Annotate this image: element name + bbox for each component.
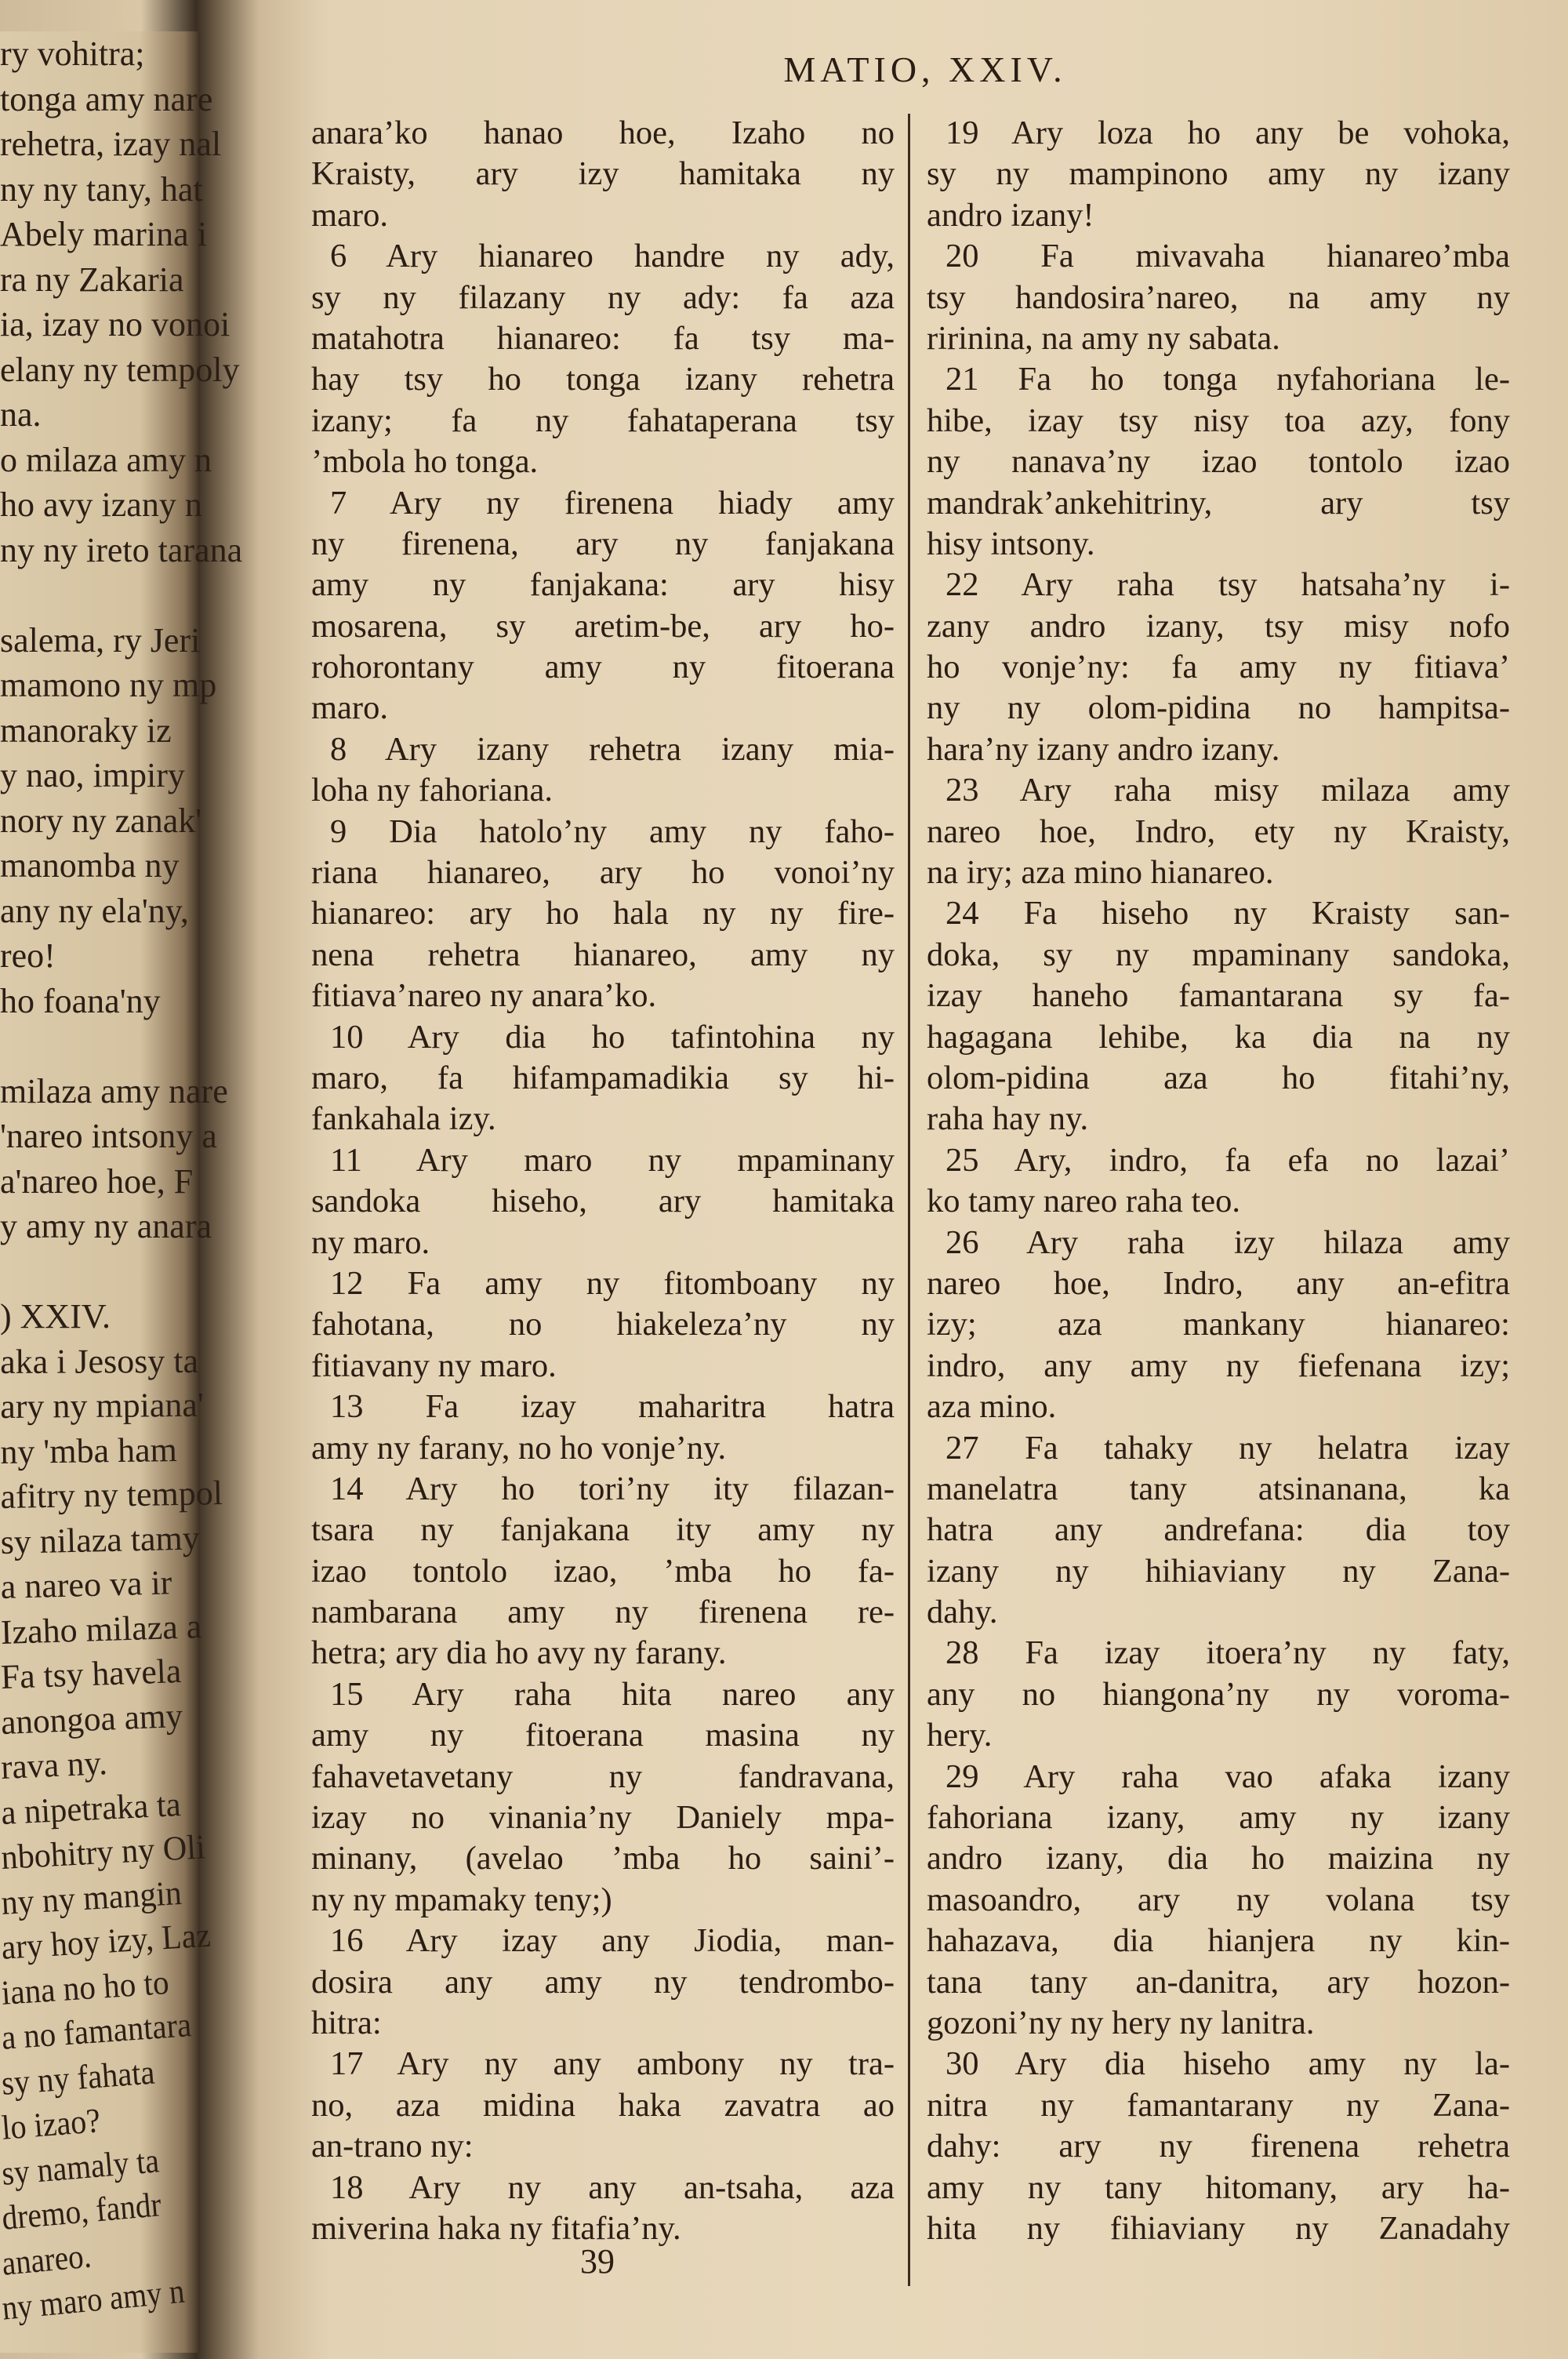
text-line: izao tontolo izao, ’mba ho fa- — [311, 1552, 895, 1590]
text-line: 29 Ary raha vao afaka izany — [946, 1757, 1510, 1795]
text-column-right — [927, 113, 1510, 2249]
text-line: ko tamy nareo raha teo. — [927, 1183, 1241, 1220]
text-line: andro izany, dia ho maizina ny — [927, 1840, 1510, 1877]
text-line: hagagana lehibe, ka dia na ny — [927, 1018, 1510, 1056]
text-line: hianareo: ary ho hala ny ny fire- — [311, 895, 895, 932]
facing-page-line: ny maro amy n — [0, 2271, 187, 2328]
text-line: hita ny fihiaviany ny Zanadahy — [927, 2209, 1510, 2247]
text-line: hitra: — [311, 2004, 382, 2041]
facing-page-line: anongoa amy — [0, 1696, 183, 1742]
text-line: 18 Ary ny any an-tsaha, aza — [330, 2168, 895, 2206]
text-line: 22 Ary raha tsy hatsaha’ny i- — [946, 566, 1510, 604]
text-line: fitiava’nareo ny anara’ko. — [311, 977, 657, 1015]
facing-page-line: elany ny tempoly — [0, 350, 240, 389]
text-line: hatra any andrefana: dia toy — [927, 1511, 1510, 1549]
text-line: 14 Ary ho tori’ny ity filazan- — [330, 1470, 895, 1507]
text-line: ny ny mpamaky teny;) — [311, 1881, 612, 1918]
text-line: izay haneho famantarana sy fa- — [927, 977, 1510, 1015]
facing-page-line: manoraky iz — [0, 711, 172, 750]
text-line: dahy. — [927, 1594, 998, 1631]
text-line: matahotra hianareo: fa tsy ma- — [311, 319, 895, 357]
text-line: manelatra tany atsinanana, ka — [927, 1470, 1510, 1507]
text-line: miverina haka ny fitafia’ny. — [311, 2209, 681, 2247]
text-line: 28 Fa izay itoera’ny ny faty, — [946, 1634, 1510, 1672]
text-line: nareo hoe, Indro, ety ny Kraisty, — [927, 812, 1510, 850]
text-line: 6 Ary hianareo handre ny ady, — [330, 238, 895, 275]
facing-page-line: salema, ry Jeri — [0, 620, 201, 660]
text-line: fahotana, no hiakeleza’ny ny — [311, 1306, 895, 1343]
facing-page-line: sy nilaza tamy — [0, 1518, 201, 1561]
text-line: masoandro, ary ny volana tsy — [927, 1881, 1510, 1918]
text-line: hahazava, dia hianjera ny kin- — [927, 1922, 1510, 1960]
text-line: ’mbola ho tonga. — [311, 443, 539, 481]
text-line: 13 Fa izay maharitra hatra — [330, 1388, 895, 1426]
text-column-middle — [311, 113, 895, 2249]
text-line: maro. — [311, 689, 388, 727]
text-line: amy ny fanjakana: ary hisy — [311, 566, 895, 604]
facing-page-line: nbohitry ny Oli — [0, 1827, 206, 1877]
facing-page-line: ho foana'ny — [0, 981, 161, 1020]
text-line: hay tsy ho tonga izany rehetra — [311, 361, 895, 398]
facing-page-line: dremo, fandr — [0, 2185, 163, 2237]
facing-page-line: nory ny zanak' — [0, 801, 202, 840]
text-line: mosarena, sy aretim-be, ary ho- — [311, 607, 895, 645]
facing-page-line: tonga amy nare — [0, 79, 213, 118]
text-line: izy; aza mankany hianareo: — [927, 1306, 1510, 1343]
text-line: any no hiangona’ny ny voroma- — [927, 1675, 1510, 1713]
text-line: gozoni’ny ny hery ny lanitra. — [927, 2004, 1315, 2041]
page-header: MATIO, XXIV. — [783, 49, 1067, 89]
facing-page-line: y nao, impiry — [0, 756, 185, 794]
facing-page-line: milaza amy nare — [0, 1071, 228, 1110]
text-line: dahy: ary ny firenena rehetra — [927, 2128, 1510, 2165]
text-line: 9 Dia hatolo’ny amy ny faho- — [330, 812, 895, 850]
text-line: doka, sy ny mpaminany sandoka, — [927, 936, 1510, 973]
facing-page-line: ny ny tany, hat — [0, 169, 203, 209]
facing-page-line: ) XXIV. — [0, 1297, 111, 1336]
facing-page-line: ary ny mpiana' — [0, 1385, 205, 1426]
text-line: 30 Ary dia hiseho amy ny la- — [946, 2045, 1510, 2083]
text-line: tsara ny fanjakana ity amy ny — [311, 1511, 895, 1549]
text-line: na iry; aza mino hianareo. — [927, 854, 1274, 892]
text-line: maro. — [311, 196, 388, 234]
text-line: hisy intsony. — [927, 525, 1095, 562]
text-line: 7 Ary ny firenena hiady amy — [330, 484, 895, 522]
text-line: 17 Ary ny any ambony ny tra- — [330, 2045, 895, 2083]
text-line: izany; fa ny fahataperana tsy — [311, 402, 895, 439]
facing-page-line: afitry ny tempol — [0, 1474, 223, 1516]
text-line: andro izany! — [927, 196, 1094, 234]
facing-page-line: lo izao? — [0, 2101, 102, 2147]
text-line: olom-pidina aza ho fitahi’ny, — [927, 1059, 1510, 1096]
text-line: aza mino. — [927, 1388, 1057, 1426]
text-line: amy ny tany hitomany, ary ha- — [927, 2168, 1510, 2206]
text-line: 20 Fa mivavaha hianareo’mba — [946, 238, 1510, 275]
text-line: ny nanava’ny izao tontolo izao — [927, 443, 1510, 481]
facing-page-line: 'nareo intsony a — [0, 1117, 217, 1155]
text-line: 26 Ary raha izy hilaza amy — [946, 1223, 1510, 1261]
facing-page-line: manomba ny — [0, 846, 180, 885]
facing-page-line: iana no ho to — [0, 1962, 170, 2012]
text-line: maro, fa hifampamadikia sy hi- — [311, 1059, 895, 1096]
text-line: 8 Ary izany rehetra izany mia- — [330, 730, 895, 768]
facing-page-line: na. — [0, 395, 42, 434]
facing-page-line: Fa tsy havela — [0, 1651, 183, 1696]
text-line: hery. — [927, 1717, 993, 1754]
column-divider — [908, 114, 910, 2286]
text-line: minany, (avelao ’mba ho saini’- — [311, 1840, 895, 1877]
text-line: tana tany an-danitra, ary hozon- — [927, 1963, 1510, 2001]
text-line: nitra ny famantarany ny Zana- — [927, 2086, 1510, 2124]
text-line: 23 Ary raha misy milaza amy — [946, 772, 1510, 809]
text-line: 21 Fa ho tonga nyfahoriana le- — [946, 361, 1510, 398]
text-line: izany ny hihiaviany ny Zana- — [927, 1552, 1510, 1590]
text-line: fahoriana izany, amy ny izany — [927, 1799, 1510, 1837]
text-line: rohorontany amy ny fitoerana — [311, 649, 895, 686]
text-line: loha ny fahoriana. — [311, 772, 554, 809]
text-line: 11 Ary maro ny mpaminany — [330, 1141, 895, 1179]
page-number: 39 — [580, 2242, 615, 2281]
facing-page-line: ry vohitra; — [0, 35, 145, 73]
facing-page-line: ra ny Zakaria — [0, 260, 184, 299]
facing-page-line: y amy ny anara — [0, 1207, 212, 1245]
facing-page-line: ny ny mangin — [0, 1873, 183, 1922]
facing-page-line: rehetra, izay nal — [0, 125, 222, 163]
text-line: nena rehetra hianareo, amy ny — [311, 936, 895, 973]
text-line: zany andro izany, tsy misy nofo — [927, 607, 1510, 645]
text-line: nambarana amy ny firenena re- — [311, 1594, 895, 1631]
text-line: ny firenena, ary ny fanjakana — [311, 525, 895, 562]
text-line: 25 Ary, indro, fa efa no lazai’ — [946, 1141, 1510, 1179]
text-line: tsy handosira’nareo, na amy ny — [927, 278, 1510, 316]
facing-page-fragment — [0, 31, 243, 2353]
text-line: amy ny fitoerana masina ny — [311, 1717, 895, 1754]
facing-page-line: ary hoy izy, Laz — [0, 1915, 212, 1967]
text-line: indro, any amy ny fiefenana izy; — [927, 1347, 1510, 1384]
text-line: 10 Ary dia ho tafintohina ny — [330, 1018, 895, 1056]
text-line: nareo hoe, Indro, any an-efitra — [927, 1264, 1510, 1302]
text-line: Kraisty, ary izy hamitaka ny — [311, 155, 895, 193]
text-line: 19 Ary loza ho any be vohoka, — [946, 114, 1510, 151]
text-line: hara’ny izany andro izany. — [927, 730, 1280, 768]
facing-page-line: o milaza amy n — [0, 440, 212, 479]
text-line: riana hianareo, ary ho vonoi’ny — [311, 854, 895, 892]
text-line: sy ny mampinono amy ny izany — [927, 155, 1510, 193]
facing-page-line: ny 'mba ham — [0, 1430, 178, 1471]
facing-page-line: ny ny ireto tarana — [0, 530, 243, 569]
text-line: ho vonje’ny: fa amy ny fitiava’ — [927, 649, 1510, 686]
facing-page-line: ho avy izany n — [0, 485, 202, 524]
facing-page-line: a nipetraka ta — [0, 1784, 182, 1832]
facing-page-line: any ny ela'ny, — [0, 891, 189, 930]
text-line: ny ny olom-pidina no hampitsa- — [927, 689, 1510, 727]
text-line: hetra; ary dia ho avy ny farany. — [311, 1634, 727, 1672]
facing-page-line: rava ny. — [0, 1743, 108, 1787]
text-line: anara’ko hanao hoe, Izaho no — [311, 114, 895, 151]
facing-page-line: a no famantara — [0, 2005, 193, 2057]
facing-page-line: ia, izay no vonoi — [0, 305, 230, 343]
text-line: ririnina, na amy ny sabata. — [927, 319, 1280, 357]
text-line: an-trano ny: — [311, 2128, 474, 2165]
facing-page-line: Abely marina i — [0, 215, 207, 253]
text-line: sy ny filazany ny ady: fa aza — [311, 278, 895, 316]
text-line: ny maro. — [311, 1223, 430, 1261]
facing-page-line: sy ny fahata — [0, 2052, 156, 2103]
text-line: 16 Ary izay any Jiodia, man- — [330, 1922, 895, 1960]
text-line: 15 Ary raha hita nareo any — [330, 1675, 895, 1713]
facing-page-line: sy namaly ta — [0, 2140, 161, 2193]
facing-page-line: a nareo va ir — [0, 1563, 172, 1606]
facing-page-line: a'nareo hoe, F — [0, 1161, 194, 1201]
text-line: 24 Fa hiseho ny Kraisty san- — [946, 895, 1510, 932]
text-line: raha hay ny. — [927, 1100, 1089, 1138]
text-line: dosira any amy ny tendrombo- — [311, 1963, 895, 2001]
facing-page-line: aka i Jesosy ta — [0, 1341, 199, 1381]
text-line: sandoka hiseho, ary hamitaka — [311, 1183, 895, 1220]
text-line: 27 Fa tahaky ny helatra izay — [946, 1429, 1510, 1467]
text-line: hibe, izay tsy nisy toa azy, fony — [927, 402, 1510, 439]
text-line: fahavetavetany ny fandravana, — [311, 1757, 895, 1795]
facing-page-line: mamono ny mp — [0, 666, 217, 704]
text-line: izay no vinania’ny Daniely mpa- — [311, 1799, 895, 1837]
text-line: mandrak’ankehitriny, ary tsy — [927, 484, 1510, 522]
text-line: 12 Fa amy ny fitomboany ny — [330, 1264, 895, 1302]
text-line: fankahala izy. — [311, 1100, 496, 1138]
facing-page-line: reo! — [0, 936, 56, 975]
facing-page-line: Izaho milaza a — [0, 1606, 203, 1652]
text-line: amy ny farany, no ho vonje’ny. — [311, 1429, 727, 1467]
text-line: no, aza midina haka zavatra ao — [311, 2086, 895, 2124]
facing-page-line: anareo. — [0, 2236, 93, 2283]
text-line: fitiavany ny maro. — [311, 1347, 557, 1384]
